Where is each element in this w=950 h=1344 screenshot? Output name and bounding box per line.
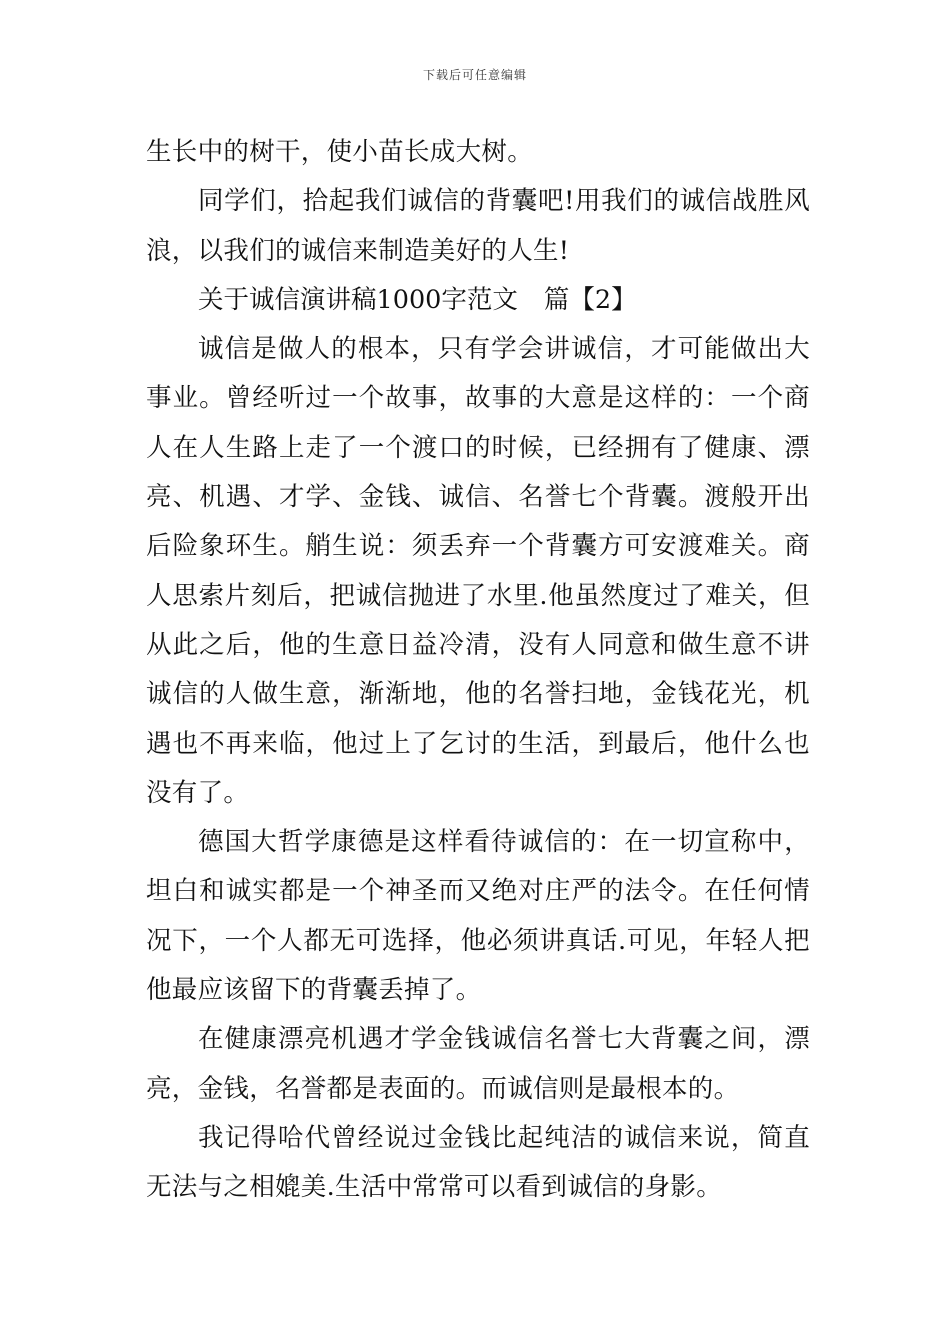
paragraph-hardy: 我记得哈代曾经说过金钱比起纯洁的诚信来说，简直无法与之相媲美.生活中常常可以看到诚信的身影。	[146, 1122, 810, 1203]
section-heading-number: 篇【2】	[543, 284, 637, 315]
section-heading	[146, 276, 810, 325]
paragraph-closing-appeal: 同学们，拾起我们诚信的背囊吧!用我们的诚信战胜风浪，以我们的诚信来制造美好的人生!	[146, 186, 810, 266]
document-body	[146, 128, 810, 1213]
paragraph-kant: 德国大哲学康德是这样看待诚信的：在一切宣称中，坦白和诚实都是一个神圣而又绝对庄严的法令。在任何情况下，一个人都无可选择，他必须讲真话.可见，年轻人把他最应该留下的背囊丢掉了。	[146, 827, 810, 1006]
paragraph-continuation: 生长中的树干，使小苗长成大树。	[146, 137, 534, 167]
header-note: 下载后可任意编辑	[422, 68, 527, 82]
paragraph-story: 诚信是做人的根本，只有学会讲诚信，才可能做出大事业。曾经听过一个故事，故事的大意是这样的：一个商人在人生路上走了一个渡口的时候，已经拥有了健康、漂亮、机遇、才学、金钱、诚信、名誉七个背囊。渡般开出后险象环生。艄生说：须丢弃一个背囊方可安渡难关。商人思索片刻后，把诚信抛进了水里.他虽然度过了难关，但从此之后，他的生意日益冷清，没有人同意和做生意不讲诚信的人做生意，渐渐地，他的名誉扫地，金钱花光，机遇也不再来临，他过上了乞讨的生活，到最后，他什么也没有了。	[146, 334, 810, 808]
paragraph-seven-bags: 在健康漂亮机遇才学金钱诚信名誉七大背囊之间，漂亮，金钱，名誉都是表面的。而诚信则是最根本的。	[146, 1024, 810, 1104]
section-heading-title: 关于诚信演讲稿1000字范文	[198, 284, 518, 315]
